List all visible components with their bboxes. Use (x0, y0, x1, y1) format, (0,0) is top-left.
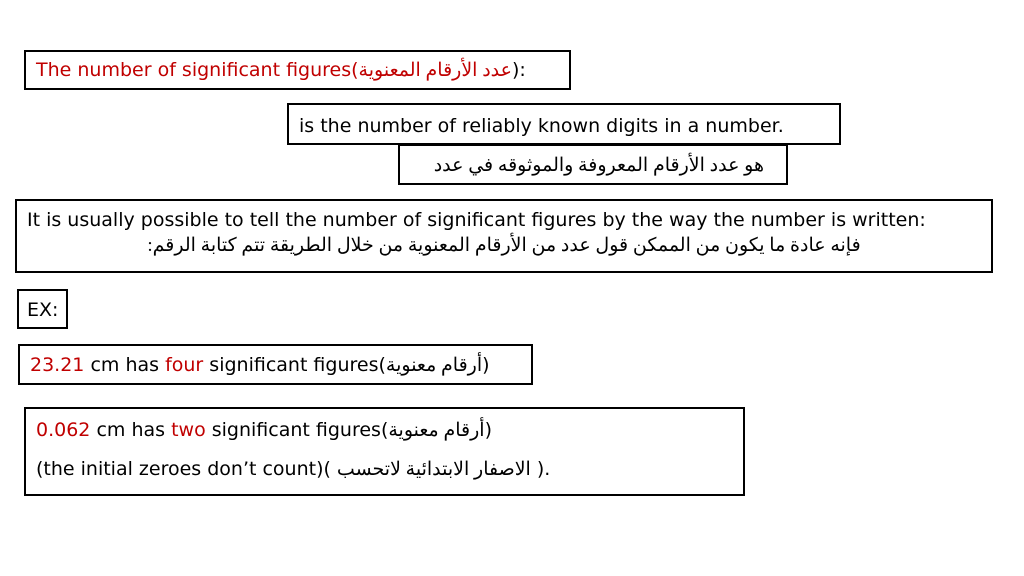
example-2-text-1: cm has (90, 419, 172, 441)
intro-ar: فإنه عادة ما يكون من الممكن قول عدد من الأرقام المعنوية من خلال الطريقة تتم كتابة الرقم: (147, 235, 861, 256)
example-2-note-ar: الاصفار الابتدائية لاتحسب (336, 459, 531, 480)
example-2-note-end: ). (536, 458, 551, 480)
example-1-ar: أرقام معنوية (385, 355, 483, 376)
definition-ar: هو عدد الأرقام المعروفة والموثوقه في عدد (433, 155, 764, 176)
example-2-line (36, 419, 743, 442)
title-en: The number of significant figures( (36, 59, 359, 81)
example-2-count: two (171, 419, 206, 441)
example-1-count: four (165, 354, 204, 376)
example-label: EX: (27, 299, 59, 321)
definition-en: is the number of reliably known digits in a number. (299, 115, 784, 137)
title-end: ): (512, 59, 526, 81)
example-2-value: 0.062 (36, 419, 91, 441)
example-2-box (24, 407, 745, 496)
definition-ar-box (398, 144, 788, 185)
example-1-value: 23.21 (30, 354, 85, 376)
title-ar: عدد الأرقام المعنوية (358, 60, 512, 81)
example-2-note-start: (the initial zeroes don’t count)( (36, 458, 331, 480)
title-box (24, 50, 571, 90)
example-1-box (18, 344, 533, 385)
example-2-end: ) (484, 419, 492, 441)
intro-box (15, 199, 993, 273)
example-2-note (36, 458, 743, 481)
example-1-text-2: significant figures( (203, 354, 386, 376)
definition-en-box (287, 103, 841, 145)
example-2-text-2: significant figures( (205, 419, 389, 441)
example-2-ar: أرقام معنوية (388, 420, 485, 441)
example-1-text-1: cm has (84, 354, 166, 376)
example-1-end: ) (482, 354, 490, 376)
intro-en: It is usually possible to tell the number of significant figures by the way the number is written: (27, 209, 926, 231)
example-label-box (17, 289, 68, 329)
